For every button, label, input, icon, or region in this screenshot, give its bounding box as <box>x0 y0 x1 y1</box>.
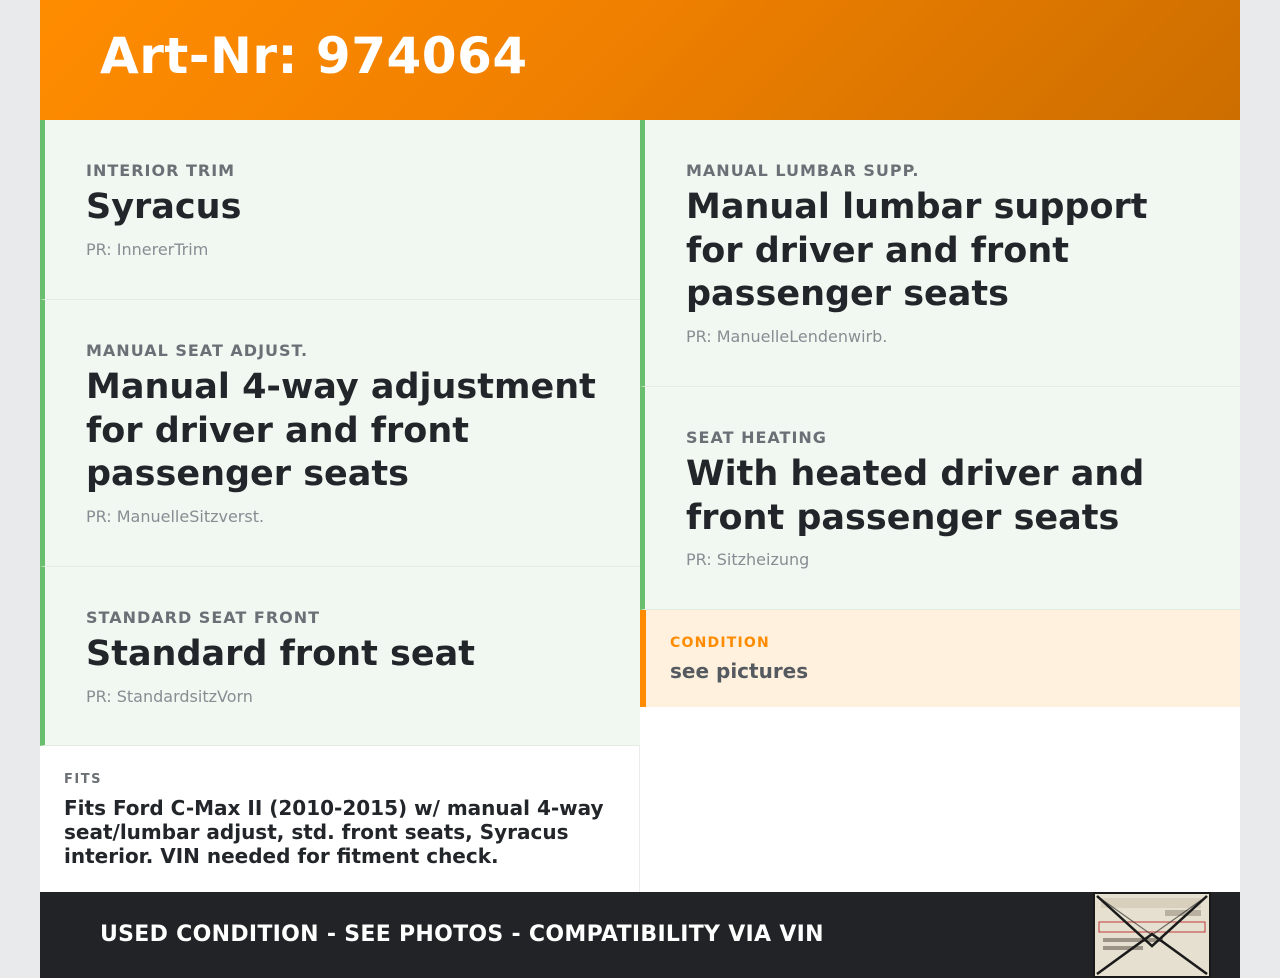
attribute-value: Manual 4-way adjustment for driver and front passenger seats <box>86 367 596 494</box>
attribute-card-interior-trim <box>40 120 640 300</box>
attribute-card-seat-adjust <box>40 300 640 567</box>
attribute-card-lumbar-support <box>640 120 1240 387</box>
attribute-value: Standard front seat <box>86 634 475 674</box>
product-sheet <box>40 0 1240 978</box>
attribute-label: STANDARD SEAT FRONT <box>86 608 321 627</box>
attribute-value: Syracus <box>86 187 242 227</box>
condition-label: CONDITION <box>670 635 770 651</box>
attribute-label: INTERIOR TRIM <box>86 161 236 180</box>
footer-disclaimer: USED CONDITION - SEE PHOTOS - COMPATIBILITY VIA VIN <box>100 922 824 947</box>
footer-bar <box>40 892 1240 978</box>
article-number-title: Art-Nr: 974064 <box>100 27 528 85</box>
attribute-label: MANUAL SEAT ADJUST. <box>86 341 309 360</box>
fits-description: Fits Ford C-Max II (2010-2015) w/ manual 4-way seat/lumbar adjust, std. front seats, Syracus interior. VIN needed for fitment check. <box>64 796 604 868</box>
attribute-card-standard-seat <box>40 567 640 746</box>
attribute-pr-code: PR: ManuelleSitzverst. <box>86 507 265 526</box>
condition-box <box>640 610 1240 707</box>
attribute-label: SEAT HEATING <box>686 428 827 447</box>
header-banner <box>40 0 1240 120</box>
fits-label: FITS <box>64 772 102 787</box>
attribute-pr-code: PR: Sitzheizung <box>686 550 810 569</box>
attribute-card-seat-heating <box>640 387 1240 610</box>
attribute-value: With heated driver and front passenger seats <box>686 454 1145 538</box>
vehicle-document-thumbnail-icon[interactable] <box>1093 892 1211 978</box>
condition-value: see pictures <box>670 659 809 683</box>
attribute-pr-code: PR: StandardsitzVorn <box>86 687 253 706</box>
fits-section <box>40 746 640 892</box>
attribute-label: MANUAL LUMBAR SUPP. <box>686 161 920 180</box>
attribute-pr-code: PR: ManuelleLendenwirb. <box>686 327 888 346</box>
attribute-pr-code: PR: InnererTrim <box>86 240 209 259</box>
attribute-value: Manual lumbar support for driver and front passenger seats <box>686 187 1148 314</box>
